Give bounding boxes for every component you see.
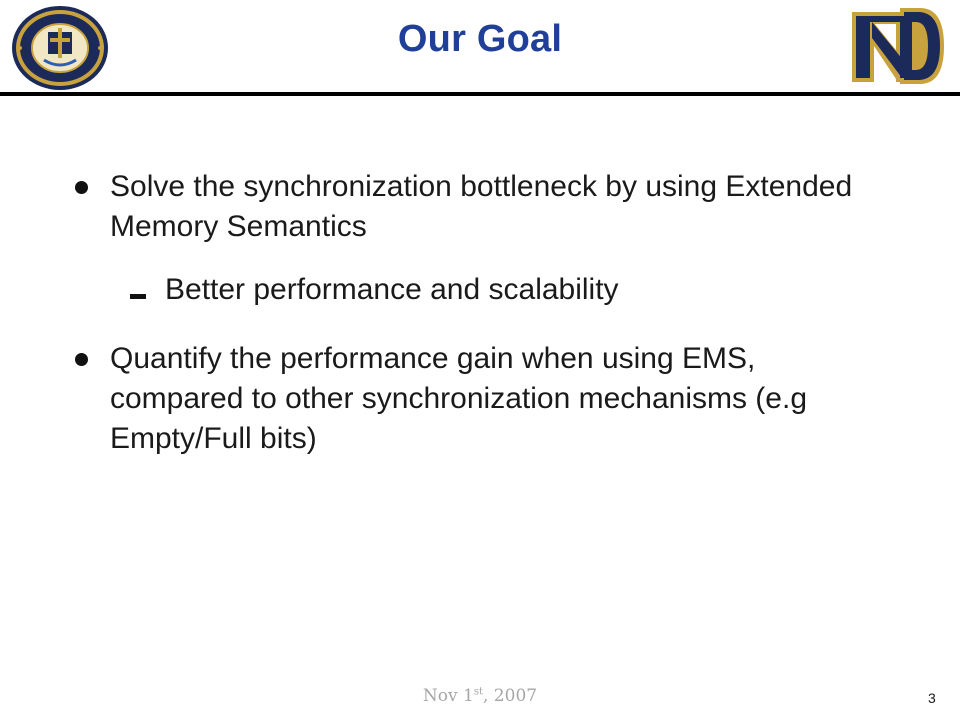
- title-divider: [0, 92, 960, 96]
- footer-date: Nov 1st, 2007: [422, 686, 538, 706]
- slide-title: Our Goal: [397, 18, 563, 60]
- bullet-item: Quantify the performance gain when using EMS, compared to other synchronization mechanisms (e.g Empty/Full bits): [110, 342, 808, 455]
- page-number: 3: [928, 690, 936, 706]
- bullet-dot: [75, 181, 88, 194]
- sub-bullet-dash: [130, 294, 146, 299]
- bullet-dot: [75, 353, 88, 366]
- sub-bullet-item: Better performance and scalability: [165, 273, 619, 306]
- bullet-item: Solve the synchronization bottleneck by using Extended Memory Semantics: [110, 170, 853, 243]
- nd-monogram-logo-icon: [850, 6, 944, 86]
